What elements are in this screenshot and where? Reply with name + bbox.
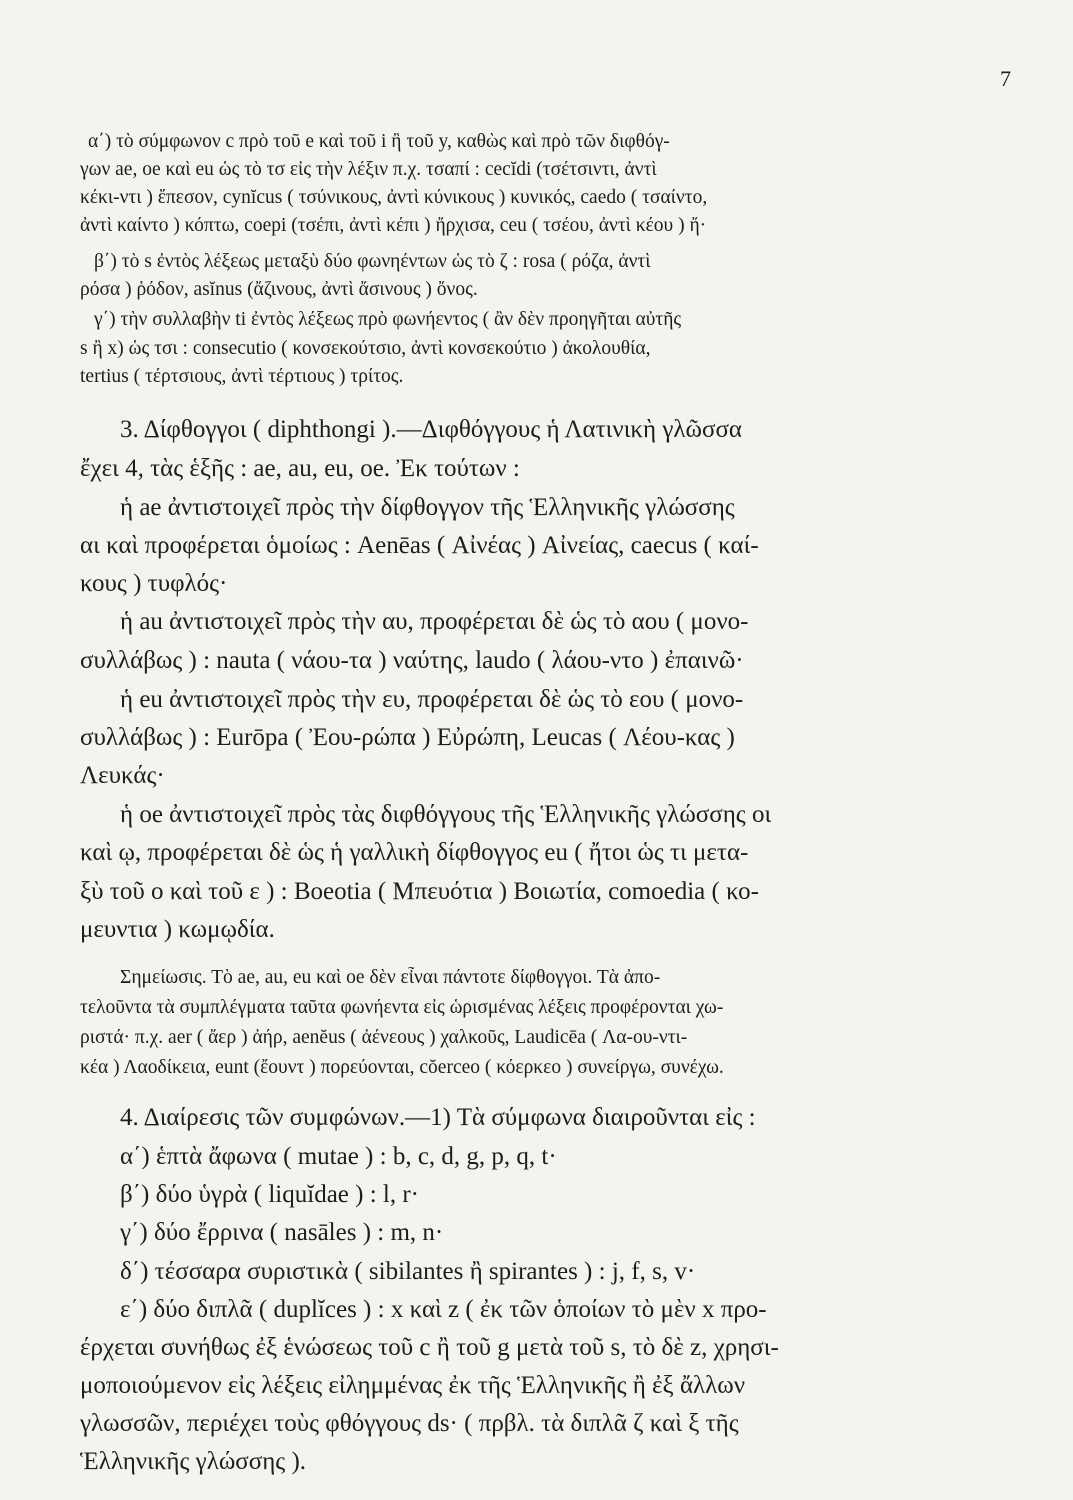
text-line: s ἢ x) ὡς τσι : consecutio ( κονσεκούτσιο, ἀντὶ κονσεκούτιο ) ἀκολουθία,: [80, 338, 651, 359]
page-number: 7: [1000, 66, 1011, 91]
section-4-heading: 4. Διαίρεσις τῶν συμφώνων.—1) Τὰ σύμφωνα διαιροῦνται εἰς :: [120, 1104, 756, 1131]
text-line: γων ae, oe καὶ eu ὡς τὸ τσ εἰς τὴν λέξιν π.χ. τσαπί : cecĭdi (τσέτσιντι, ἀντὶ: [80, 159, 657, 180]
text-line: ἀντὶ καίντο ) κόπτω, coepi (τσέπι, ἀντὶ κέπι ) ἤρχισα, ceu ( τσέου, ἀντὶ κέου ) ἤ·: [80, 215, 707, 236]
text-line: ἡ oe ἀντιστοιχεῖ πρὸς τὰς διφθόγγους τῆς Ἑλληνικῆς γλώσσης οι: [120, 801, 772, 828]
text-line: ἡ ae ἀντιστοιχεῖ πρὸς τὴν δίφθογγον τῆς Ἑλληνικῆς γλώσσης: [120, 494, 735, 521]
text-line: ξὺ τοῦ ο καὶ τοῦ ε ) : Boeotia ( Μπευότια ) Βοιωτία, comoedia ( κο-: [80, 878, 759, 905]
text-line: γ΄) τὴν συλλαβὴν ti ἐντὸς λέξεως πρὸ φωνήεντος ( ἂν δὲν προηγῆται αὐτῆς: [94, 309, 682, 330]
note-line: Σημείωσις. Τὸ ae, au, eu καὶ oe δὲν εἶναι πάντοτε δίφθογγοι. Τὰ ἀπο-: [120, 967, 661, 988]
note-line: κέα ) Λαοδίκεια, eunt (ἔουντ ) πορεύονται, cŏerceo ( κόερκεο ) συνείργω, συνέχω.: [80, 1057, 724, 1078]
list-item: β΄) δύο ὑγρὰ ( liquĭdae ) : l, r·: [120, 1181, 419, 1208]
note-line: τελοῦντα τὰ συμπλέγματα ταῦτα φωνήεντα εἰς ὡρισμένας λέξεις προφέρονται χω-: [80, 997, 724, 1018]
text-line: καὶ ῳ, προφέρεται δὲ ὡς ἡ γαλλικὴ δίφθογγος eu ( ἤτοι ὡς τι μετα-: [80, 839, 749, 866]
text-line: γλωσσῶν, περιέχει τοὺς φθόγγους ds· ( πρβλ. τὰ διπλᾶ ζ καὶ ξ τῆς: [80, 1410, 739, 1437]
text-line: Λευκάς·: [80, 762, 165, 789]
text-line: ἡ au ἀντιστοιχεῖ πρὸς τὴν αυ, προφέρεται δὲ ὡς τὸ αου ( μονο-: [120, 608, 749, 635]
note-line: ριστά· π.χ. aer ( ἄερ ) ἀήρ, aenĕus ( ἀένεους ) χαλκοῦς, Laudicēa ( Λα-ου-ντι-: [80, 1027, 688, 1048]
text-line: ἔχει 4, τὰς ἑξῆς : ae, au, eu, oe. Ἐκ τούτων :: [80, 455, 520, 482]
list-item: ε΄) δύο διπλᾶ ( duplĭces ) : x καὶ z ( ἐκ τῶν ὁποίων τὸ μὲν x προ-: [120, 1296, 767, 1323]
text-line: μευντια ) κωμῳδία.: [80, 916, 275, 943]
list-item: δ΄) τέσσαρα συριστικὰ ( sibilantes ἢ spirantes ) : j, f, s, v·: [120, 1258, 696, 1285]
text-line: συλλάβως ) : Eurōpa ( Ἐου-ρώπα ) Εὐρώπη, Leucas ( Λέου-κας ): [80, 724, 735, 751]
text-line: β΄) τὸ s ἐντὸς λέξεως μεταξὺ δύο φωνηέντων ὡς τὸ ζ : rosa ( ρόζα, ἀντὶ: [94, 251, 651, 272]
text-line: α΄) τὸ σύμφωνον c πρὸ τοῦ e καὶ τοῦ i ἢ τοῦ y, καθὼς καὶ πρὸ τῶν διφθόγ-: [88, 131, 670, 152]
text-line: Ἑλληνικῆς γλώσσης ).: [80, 1448, 307, 1475]
list-item: γ΄) δύο ἔρρινα ( nasāles ) : m, n·: [120, 1219, 444, 1246]
text-line: κους ) τυφλός·: [80, 570, 228, 597]
text-line: ρόσα ) ῥόδον, asĭnus (ἄζινους, ἀντὶ ἄσινους ) ὄνος.: [80, 279, 478, 300]
text-line: έρχεται συνήθως ἐξ ἑνώσεως τοῦ c ἢ τοῦ g μετὰ τοῦ s, τὸ δὲ z, χρησι-: [80, 1334, 779, 1361]
list-item: α΄) ἑπτὰ ἄφωνα ( mutae ) : b, c, d, g, p, q, t·: [120, 1143, 557, 1170]
text-line: ἡ eu ἀντιστοιχεῖ πρὸς τὴν ευ, προφέρεται δὲ ὡς τὸ εου ( μονο-: [120, 686, 744, 713]
text-line: κέκι-ντι ) ἔπεσον, cynĭcus ( τσύνικους, ἀντὶ κύνικους ) κυνικός, caedo ( τσαίντο,: [80, 187, 708, 208]
text-line: μοποιούμενον εἰς λέξεις εἰλημμένας ἐκ τῆς Ἑλληνικῆς ἢ ἐξ ἄλλων: [80, 1372, 746, 1399]
section-3-heading: 3. Δίφθογγοι ( diphthongi ).—Διφθόγγους ἡ Λατινικὴ γλῶσσα: [120, 416, 743, 443]
text-line: tertius ( τέρτσιους, ἀντὶ τέρτιους ) τρίτος.: [80, 366, 404, 387]
text-line: αι καὶ προφέρεται ὁμοίως : Aenēas ( Αἰνέας ) Αἰνείας, caecus ( καί-: [80, 532, 759, 559]
text-line: συλλάβως ) : nauta ( νάου-τα ) ναύτης, laudo ( λάου-ντο ) ἐπαινῶ·: [80, 647, 744, 674]
